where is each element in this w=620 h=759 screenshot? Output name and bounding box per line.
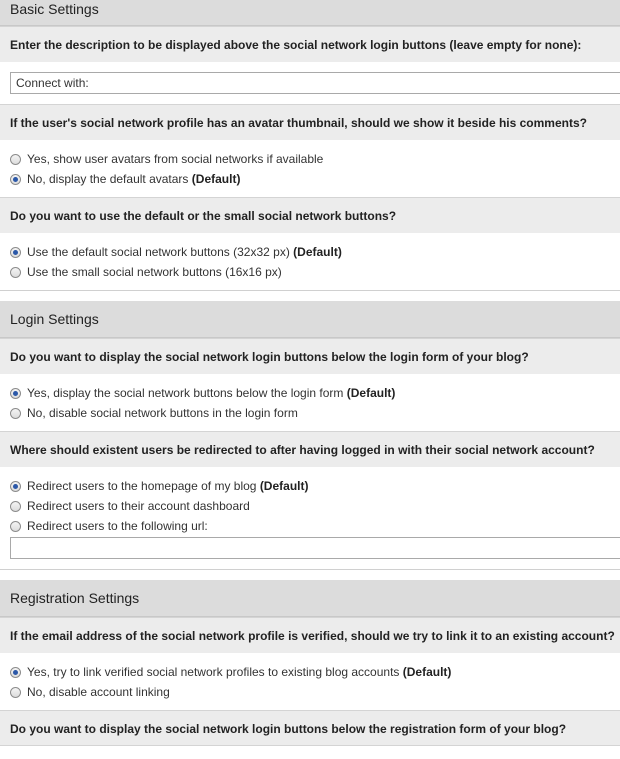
question-account-linking: If the email address of the social network profile is verified, should we try to link it to an existing account? <box>0 617 620 653</box>
question-description: Enter the description to be displayed above the social network login buttons (leave empty for none): <box>0 26 620 62</box>
radio-button-selected[interactable] <box>10 667 21 678</box>
redirect-url-input[interactable] <box>10 537 620 559</box>
option-label: Yes, try to link verified social network profiles to existing blog accounts <box>27 665 400 679</box>
question-avatars: If the user's social network profile has an avatar thumbnail, should we show it beside his comments? <box>0 104 620 140</box>
radio-button[interactable] <box>10 501 21 512</box>
option-label: Yes, display the social network buttons below the login form <box>27 386 344 400</box>
radio-option-redirect-dashboard[interactable] <box>10 497 250 515</box>
section-title-registration-settings: Registration Settings <box>0 580 620 617</box>
question-redirect: Where should existent users be redirected to after having logged in with their social network account? <box>0 431 620 467</box>
description-input[interactable] <box>10 72 620 94</box>
default-tag: (Default) <box>402 665 452 679</box>
radio-option-avatars-yes[interactable] <box>10 150 323 168</box>
radio-option-redirect-homepage[interactable] <box>10 477 308 495</box>
radio-button[interactable] <box>10 521 21 532</box>
radio-button[interactable] <box>10 408 21 419</box>
question-button-size: Do you want to use the default or the small social network buttons? <box>0 197 620 233</box>
radio-option-login-no[interactable] <box>10 404 298 422</box>
option-label: Redirect users to the following url: <box>27 519 208 533</box>
default-tag: (Default) <box>346 386 396 400</box>
radio-button-selected[interactable] <box>10 388 21 399</box>
radio-option-linking-no[interactable] <box>10 683 170 701</box>
radio-button[interactable] <box>10 687 21 698</box>
option-label: Use the small social network buttons (16x16 px) <box>27 265 282 279</box>
radio-option-default-buttons[interactable] <box>10 243 342 261</box>
radio-option-avatars-no[interactable] <box>10 170 240 188</box>
radio-option-linking-yes[interactable] <box>10 663 451 681</box>
section-title-login-settings: Login Settings <box>0 301 620 338</box>
option-label: Yes, show user avatars from social networks if available <box>27 152 324 166</box>
radio-option-login-yes[interactable] <box>10 384 395 402</box>
option-label: Use the default social network buttons (32x32 px) <box>27 245 290 259</box>
section-title-basic-settings: Basic Settings <box>0 0 620 26</box>
radio-button[interactable] <box>10 267 21 278</box>
option-label: No, display the default avatars <box>27 172 189 186</box>
option-label: Redirect users to the homepage of my blog <box>27 479 257 493</box>
option-label: No, disable account linking <box>27 685 170 699</box>
default-tag: (Default) <box>293 245 342 259</box>
default-tag: (Default) <box>259 479 309 493</box>
question-login-form: Do you want to display the social network login buttons below the login form of your blog? <box>0 338 620 374</box>
section-divider <box>0 290 620 291</box>
radio-option-redirect-url[interactable] <box>10 517 208 535</box>
section-divider <box>0 569 620 570</box>
option-label: No, disable social network buttons in the login form <box>27 406 298 420</box>
default-tag: (Default) <box>191 172 241 186</box>
option-label: Redirect users to their account dashboard <box>27 499 250 513</box>
radio-button[interactable] <box>10 154 21 165</box>
radio-option-small-buttons[interactable] <box>10 263 282 281</box>
radio-button-selected[interactable] <box>10 481 21 492</box>
radio-button-selected[interactable] <box>10 174 21 185</box>
question-registration-form: Do you want to display the social network login buttons below the registration form of your blog? <box>0 710 620 746</box>
radio-button-selected[interactable] <box>10 247 21 258</box>
